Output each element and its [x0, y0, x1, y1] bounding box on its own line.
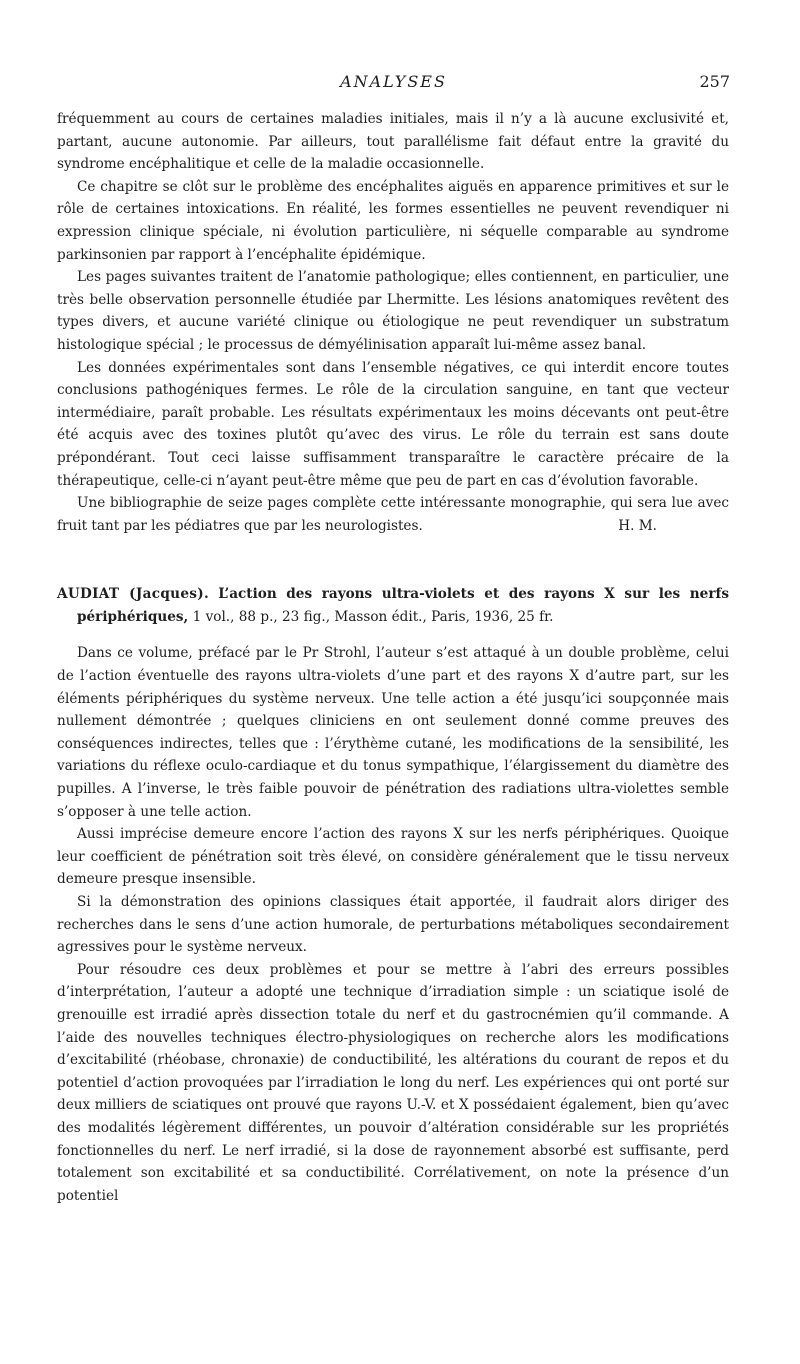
review-title: L’action des rayons ultra-violets et des rayons X sur les nerfs périphériques, — [77, 586, 729, 625]
paragraph: Si la démonstration des opinions classiques était apportée, il faudrait alors diriger des recherches dans le sens d’une action humorale, de perturbations métaboliques secondairement agressives pour le système nerveux. — [57, 894, 729, 956]
paragraph: Ce chapitre se clôt sur le problème des encéphalites aiguës en apparence primitives et sur le rôle de certaines intoxications. En réalité, les formes essentielles ne peuvent revendiquer ni expression clinique spéciale, ni évolution particulière, ni séquelle comparable au syndrome parkinsonien par rapport à l’encéphalite épidémique. — [57, 178, 729, 263]
review-publication: 1 vol., 88 p., 23 fig., Masson édit., Paris, 1936, 25 fr. — [192, 608, 554, 625]
review-author: AUDIAT (Jacques). — [57, 586, 209, 603]
closing-paragraph — [57, 492, 729, 537]
reviewer-signature: H. M. — [618, 517, 657, 534]
paragraph: Les données expérimentales sont dans l’ensemble négatives, ce qui interdit encore toutes conclusions pathogéniques fermes. Le rôle de la circulation sanguine, en tant que vecteur intermédiaire, paraît probable. Les résultats expérimentaux les moins décevants ont peut-être été acquis avec des toxines plutôt qu’avec des virus. Le rôle du terrain est sans doute prépondérant. Tout ceci laisse suffisamment transparaître le caractère précaire de la thérapeutique, celle-ci n’ayant peut-être même que peu de part en cas d’évolution favorable. — [57, 359, 729, 489]
page-number: 257 — [699, 72, 730, 91]
page-body — [57, 108, 729, 1207]
paragraph: fréquemment au cours de certaines maladies initiales, mais il n’y a là aucune exclusivité et, partant, aucune autonomie. Par ailleurs, tout parallélisme fait défaut entre la gravité du syndrome encéphalitique et celle de la maladie occasionnelle. — [57, 111, 729, 173]
paragraph: Pour résoudre ces deux problèmes et pour se mettre à l’abri des erreurs possibles d’interprétation, l’auteur a adopté une technique d’irradiation simple : un sciatique isolé de grenouille est irradié après dissection totale du nerf et du gastrocnémien qu’il commande. A l’aide des nouvelles techniques électro-physiologiques on recherche alors les modifications d’excitabilité (rhéobase, chronaxie) de conductibilité, les altérations du courant de repos et du potentiel d’action provoquées par l’irradiation le long du nerf. Les expériences qui ont porté sur deux milliers de sciatiques ont prouvé que rayons U.-V. et X possédaient également, bien qu’avec des modalités légèrement différentes, un pouvoir d’altération considérable sur les propriétés fonctionnelles du nerf. Le nerf irradié, si la dose de rayonnement absorbé est suffisante, perd totalement son excitabilité et sa conductibilité. Corrélativement, on note la présence d’un potentiel — [57, 961, 729, 1204]
paragraph-text: Une bibliographie de seize pages complète cette intéressante monographie, qui sera lue avec fruit tant par les pédiatres que par les neurologistes. — [57, 495, 729, 534]
paragraph: Les pages suivantes traitent de l’anatomie pathologique; elles contiennent, en particulier, une très belle observation personnelle étudiée par Lhermitte. Les lésions anatomiques revêtent des types divers, et aucune variété clinique ou étiologique ne peut revendiquer un substratum histologique spécial ; le processus de démyélinisation apparaît lui-même assez banal. — [57, 269, 729, 353]
paragraph: Aussi imprécise demeure encore l’action des rayons X sur les nerfs périphériques. Quoique leur coefficient de pénétration soit très élevé, on considère généralement que le tissu nerveux demeure presque insensible. — [57, 826, 729, 888]
page-header — [57, 72, 730, 98]
running-title: ANALYSES — [340, 72, 447, 91]
paragraph: Dans ce volume, préfacé par le Pr Strohl, l’auteur s’est attaqué à un double problème, celui de l’action éventuelle des rayons ultra-violets d’une part et des rayons X d’autre part, sur les éléments périphériques du système nerveux. Une telle action a été jusqu’ici soupçonnée mais nullement démontrée ; quelques cliniciens en ont seulement donné comme preuves des conséquences indirectes, telles que : l’érythème cutané, les modifications de la sensibilité, les variations du réflexe oculo-cardiaque et du tonus sympathique, l’élargissement du diamètre des pupilles. A l’inverse, le très faible pouvoir de pénétration des radiations ultra-violettes semble s’opposer à une telle action. — [57, 645, 729, 820]
review-heading — [57, 583, 729, 628]
